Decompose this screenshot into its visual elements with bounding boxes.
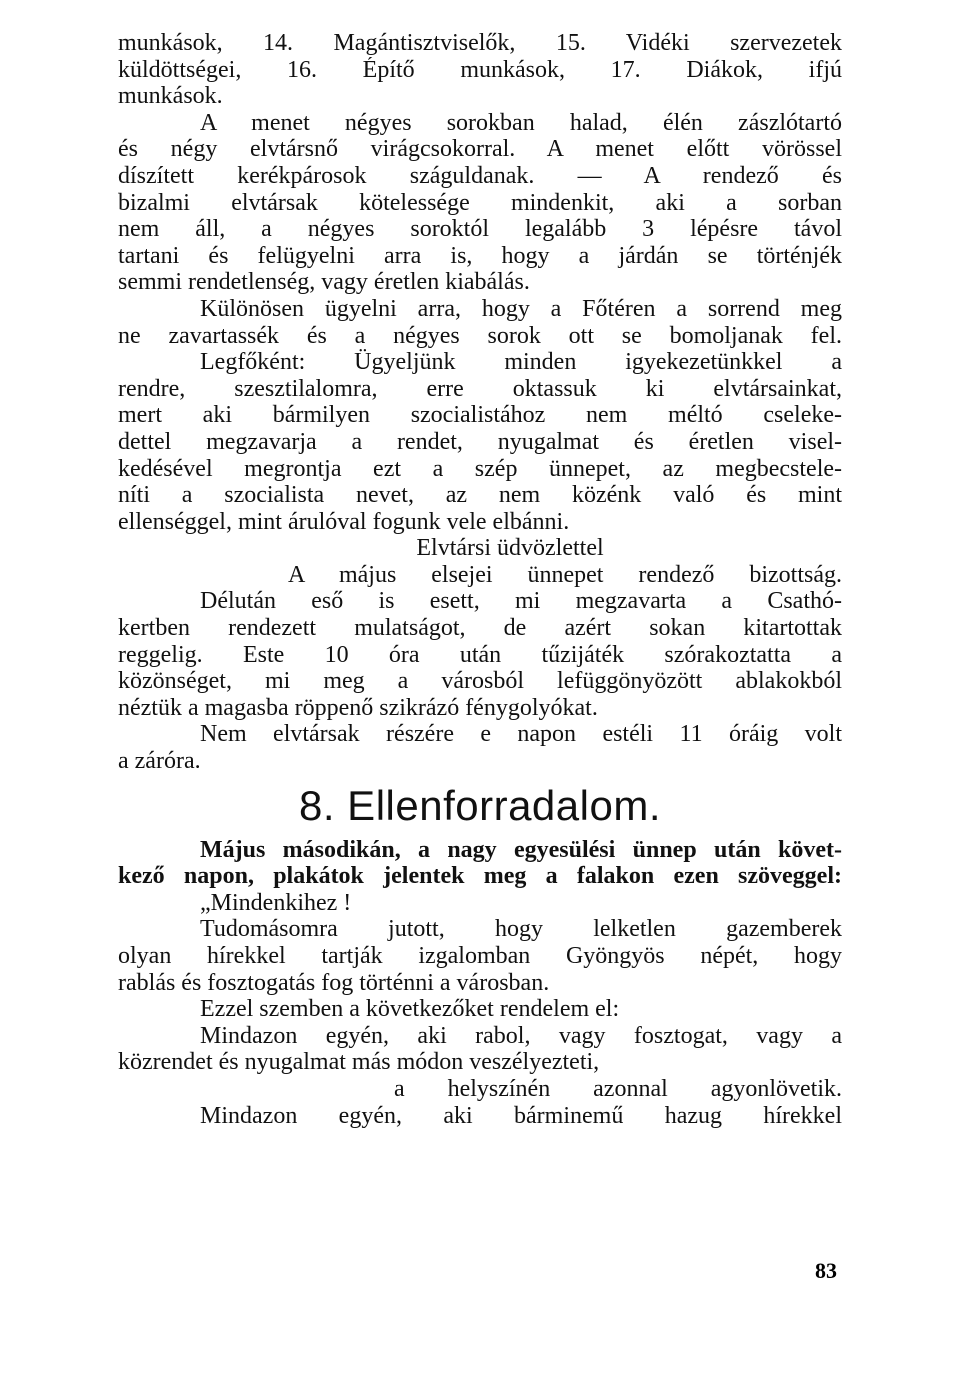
text-line: kedésével megrontja ezt a szép ünnepet, az megbecstele- xyxy=(118,455,842,482)
text-line: rendre, szesztilalomra, erre oktassuk ki elvtársainkat, xyxy=(118,375,842,402)
text-line: Különösen ügyelni arra, hogy a Főtéren a sorrend meg xyxy=(200,295,842,322)
text-line: a záróra. xyxy=(118,748,201,775)
text-line: Mindazon egyén, aki rabol, vagy fosztogat, vagy a xyxy=(200,1022,842,1049)
text-line: reggelig. Este 10 óra után tűzijáték szórakoztatta a xyxy=(118,641,842,668)
text-line: Május másodikán, a nagy egyesülési ünnep után követ- xyxy=(200,836,842,863)
text-line: a helyszínén azonnal agyonlövetik. xyxy=(394,1075,842,1102)
text-line: kertben rendezett mulatságot, de azért sokan kitartottak xyxy=(118,615,842,642)
text-line: Nem elvtársak részére e napon estéli 11 óráig volt xyxy=(200,721,842,748)
bold-paragraph xyxy=(118,837,842,890)
text-line: Legfőként: Ügyeljünk minden igyekezetünkkel a xyxy=(200,349,842,376)
text-line: rablás és fosztogatás fog történni a városban. xyxy=(118,969,550,996)
text-line: Mindazon egyén, aki bárminemű hazug hírekkel xyxy=(200,1102,842,1129)
text-line: mert aki bármilyen szocialistához nem méltó cseleke- xyxy=(118,402,842,429)
page-number: 83 xyxy=(815,1258,837,1283)
text-line: nem áll, a négyes soroktól legalább 3 lépésre távol xyxy=(118,216,842,243)
text-line: Délután eső is esett, mi megzavarta a Csathó- xyxy=(200,588,842,615)
text-line: néztük a magasba röppenő szikrázó fénygolyókat. xyxy=(118,694,598,721)
text-line: ellenséggel, mint árulóval fogunk vele elbánni. xyxy=(118,508,570,535)
text-line: közönséget, mi meg a városból lefüggönyözött ablakokból xyxy=(118,668,842,695)
text-line: díszített kerékpárosok száguldanak. — A rendező és xyxy=(118,162,842,189)
text-line: és négy elvtársnő virágcsokorral. A menet előtt vörössel xyxy=(118,136,842,163)
text-line: Ezzel szemben a következőket rendelem el: xyxy=(200,996,620,1023)
text-line: semmi rendetlenség, vagy éretlen kiabálás. xyxy=(118,269,530,296)
page-body xyxy=(118,30,842,1129)
text-line: Tudomásomra jutott, hogy lelketlen gazemberek xyxy=(200,916,842,943)
text-line: kező napon, plakátok jelentek meg a falakon ezen szöveggel: xyxy=(118,863,842,890)
text-line: A menet négyes sorokban halad, élén zászlótartó xyxy=(200,109,842,136)
text-line: níti a szocialista nevet, az nem közénk való és mint xyxy=(118,482,842,509)
text-line: közrendet és nyugalmat más módon veszélyezteti, xyxy=(118,1049,600,1076)
closing-greeting: Elvtársi üdvözlettel xyxy=(416,535,604,562)
text-line: olyan hírekkel tartják izgalomban Gyöngyös népét, hogy xyxy=(118,943,842,969)
text-line: ne zavartassék és a négyes sorok ott se bomoljanak fel. xyxy=(118,322,842,349)
text-line: munkások, 14. Magántisztviselők, 15. Vidéki szervezetek xyxy=(118,30,842,56)
text-line: munkások. xyxy=(118,83,223,110)
text-line: bizalmi elvtársak kötelessége mindenkit, aki a sorban xyxy=(118,189,842,216)
text-line: tartani és felügyelni arra is, hogy a járdán se történjék xyxy=(118,242,842,269)
text-line: küldöttségei, 16. Építő munkások, 17. Diákok, ifjú xyxy=(118,56,842,83)
poster-title: „Mindenkihez ! xyxy=(200,889,352,916)
text-line: dettel megzavarja a rendet, nyugalmat és éretlen visel- xyxy=(118,428,842,455)
section-heading: 8. Ellenforradalom. xyxy=(298,781,661,829)
signature: A május elsejei ünnepet rendező bizottság. xyxy=(288,561,842,588)
